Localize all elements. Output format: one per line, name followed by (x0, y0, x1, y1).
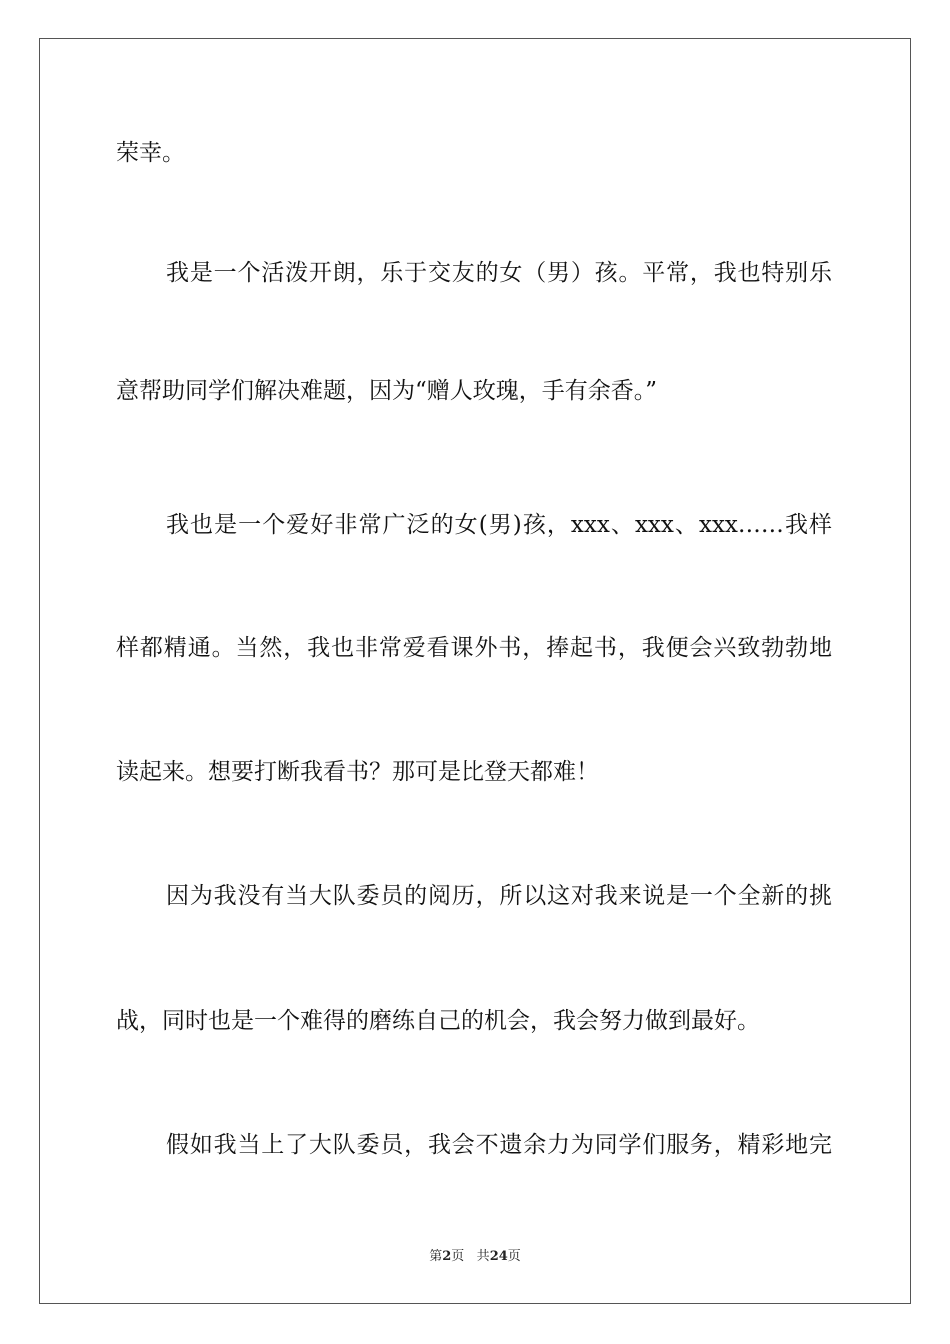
text-line-2: 我是一个活泼开朗，乐于交友的女（男）孩。平常，我也特别乐 (166, 260, 832, 286)
text-line-9: 假如我当上了大队委员，我会不遗余力为同学们服务，精彩地完 (166, 1132, 832, 1158)
footer-total-prefix: 共 (476, 1249, 490, 1264)
footer-total-suffix: 页 (507, 1249, 521, 1264)
footer-page-prefix: 第 (429, 1249, 443, 1264)
page-footer (0, 1248, 950, 1266)
text-line-8: 战，同时也是一个难得的磨练自己的机会，我会努力做到最好。 (116, 1008, 760, 1034)
text-line-7: 因为我没有当大队委员的阅历，所以这对我来说是一个全新的挑 (166, 883, 832, 909)
text-line-1: 荣幸。 (116, 140, 185, 166)
text-line-5: 样都精通。当然，我也非常爱看课外书，捧起书，我便会兴致勃勃地 (116, 635, 832, 661)
text-line-3: 意帮助同学们解决难题，因为“赠人玫瑰，手有余香。” (116, 378, 658, 404)
footer-total-pages: 24 (489, 1249, 508, 1264)
footer-page-number: 2 (442, 1249, 452, 1264)
page-frame (39, 38, 911, 1304)
text-line-6: 读起来。想要打断我看书？那可是比登天都难！ (116, 759, 599, 785)
text-line-4: 我也是一个爱好非常广泛的女(男)孩，xxx、xxx、xxx……我样 (166, 512, 832, 538)
footer-page-suffix: 页 (451, 1249, 465, 1264)
